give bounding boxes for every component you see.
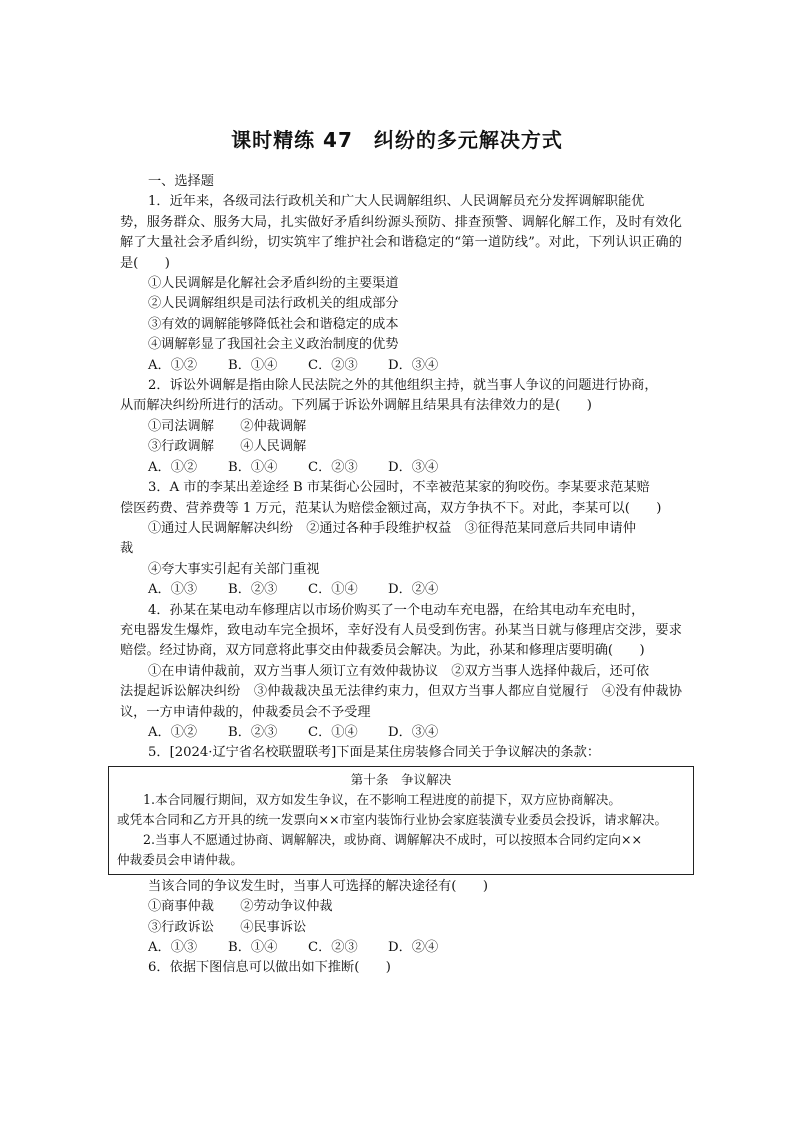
q2-stem-rest: 从而解决纠纷所进行的活动。下列属于诉讼外调解且结果具有法律效力的是( ) <box>120 398 592 414</box>
q1-item-3: ③有效的调解能够降低社会和谐稳定的成本 <box>148 316 399 332</box>
q2-option-d[interactable]: D．③④ <box>388 459 439 475</box>
clause-title: 第十条 争议解决 <box>350 771 452 787</box>
q1-item-4: ④调解彰显了我国社会主义政治制度的优势 <box>148 337 399 353</box>
q5-items-row1: ①商事仲裁 ②劳动争议仲裁 <box>148 899 333 915</box>
q4-items-line1: ①在申请仲裁前，双方当事人须订立有效仲裁协议 ②双方当事人选择仲裁后，还可依 <box>148 663 650 679</box>
q1-item-2: ②人民调解组织是司法行政机关的组成部分 <box>148 296 399 312</box>
q2-option-c[interactable]: C．②③ <box>308 459 358 475</box>
q4-option-a[interactable]: A．①② <box>148 724 198 740</box>
clause-para-1: 1.本合同履行期间，双方如发生争议，在不影响工程进度的前提下，双方应协商解决。 <box>143 791 621 807</box>
q3-option-a[interactable]: A．①③ <box>148 582 198 598</box>
question-4 <box>120 601 682 744</box>
question-2 <box>120 376 682 478</box>
q2-option-a[interactable]: A．①② <box>148 459 198 475</box>
q4-option-b[interactable]: B．②③ <box>228 724 278 740</box>
question-3 <box>120 478 682 600</box>
clause-para-2: 2.当事人不愿通过协商、调解解决，或协商、调解解决不成时，可以按照本合同约定向×× <box>143 831 643 847</box>
q1-stem-rest: 势，服务群众、服务大局，扎实做好矛盾纠纷源头预防、排查预警、调解化解工作，及时有效化解了大量社会矛盾纠纷，切实筑牢了维护社会和谐稳定的“第一道防线”。对此，下列认识正确的是( ) <box>120 214 682 271</box>
q2-options <box>120 458 682 478</box>
q5-option-b[interactable]: B．①④ <box>228 940 278 955</box>
q3-items-rest: 裁 <box>120 541 134 557</box>
q3-stem-rest: 偿医药费、营养费等 1 万元，范某认为赔偿金额过高，双方争执不下。对此，李某可以( ) <box>120 500 662 516</box>
q1-option-a[interactable]: A．①② <box>148 357 198 373</box>
q4-option-c[interactable]: C．①④ <box>308 724 358 740</box>
q5-after: 当该合同的争议发生时，当事人可选择的解决途径有( ) <box>148 878 488 894</box>
clause-para-1-rest: 或凭本合同和乙方开具的统一发票向××市室内装饰行业协会家庭装潢专业委员会投诉，请求解决。 <box>117 811 668 827</box>
clause-para-2-rest: 仲裁委员会申请仲裁。 <box>117 851 243 867</box>
q3-option-d[interactable]: D．②④ <box>388 582 439 598</box>
q1-options <box>120 356 682 376</box>
q4-options <box>120 723 682 743</box>
q3-items-line1: ①通过人民调解解决纠纷 ②通过各种手段维护权益 ③征得范某同意后共同申请仲 <box>148 520 636 536</box>
question-1 <box>120 192 682 376</box>
q1-item-1: ①人民调解是化解社会矛盾纠纷的主要渠道 <box>148 276 399 292</box>
content <box>117 172 682 979</box>
q2-stem-line1: 2．诉讼外调解是指由除人民法院之外的其他组织主持，就当事人争议的问题进行协商， <box>148 378 658 394</box>
q5-option-a[interactable]: A．①③ <box>148 940 198 955</box>
q4-stem-line1: 4．孙某在某电动车修理店以市场价购买了一个电动车充电器，在给其电动车充电时， <box>148 602 645 618</box>
q5-stem: 5．[2024·辽宁省名校联盟联考]下面是某住房装修合同关于争议解决的条款： <box>148 745 601 761</box>
q2-items-row1: ①司法调解 ②仲裁调解 <box>148 418 307 434</box>
q6-stem: 6．依据下图信息可以做出如下推断( ) <box>148 960 391 976</box>
q1-option-b[interactable]: B．①④ <box>228 357 278 373</box>
q5-options <box>120 938 682 958</box>
question-5 <box>117 743 682 958</box>
q4-option-d[interactable]: D．③④ <box>388 724 439 740</box>
q5-option-c[interactable]: C．②③ <box>308 940 358 955</box>
q3-stem-line1: 3．A 市的李某出差途经 B 市某街心公园时，不幸被范某家的狗咬伤。李某要求范某赔 <box>148 480 650 496</box>
q1-option-c[interactable]: C．②③ <box>308 357 358 373</box>
q2-option-b[interactable]: B．①④ <box>228 459 278 475</box>
q5-option-d[interactable]: D．②④ <box>388 940 439 955</box>
q4-stem-rest: 充电器发生爆炸，致电动车完全损坏，幸好没有人员受到伤害。孙某当日就与修理店交涉，要求赔偿。经过协商，双方同意将此事交由仲裁委员会解决。为此，孙某和修理店要明确( ) <box>120 622 682 659</box>
q3-item-4: ④夸大事实引起有关部门重视 <box>148 561 320 577</box>
q2-items-row2: ③行政调解 ④人民调解 <box>148 439 307 455</box>
q3-option-b[interactable]: B．②③ <box>228 582 278 598</box>
q3-option-c[interactable]: C．①④ <box>308 582 358 598</box>
section-heading: 一、选择题 <box>148 174 214 189</box>
contract-clause-box <box>108 766 694 875</box>
q3-options <box>120 580 682 600</box>
q4-items-rest: 法提起诉讼解决纠纷 ③仲裁裁决虽无法律约束力，但双方当事人都应自觉履行 ④没有仲裁协议，一方申请仲裁的，仲裁委员会不予受理 <box>120 684 682 720</box>
q5-items-row2: ③行政诉讼 ④民事诉讼 <box>148 919 307 935</box>
q1-option-d[interactable]: D．③④ <box>388 357 439 373</box>
q1-stem-line1: 1．近年来，各级司法行政机关和广大人民调解组织、人民调解员充分发挥调解职能优 <box>148 194 645 210</box>
page-title: 课时精练 47 纠纷的多元解决方式 <box>231 128 563 152</box>
question-6 <box>120 958 682 978</box>
